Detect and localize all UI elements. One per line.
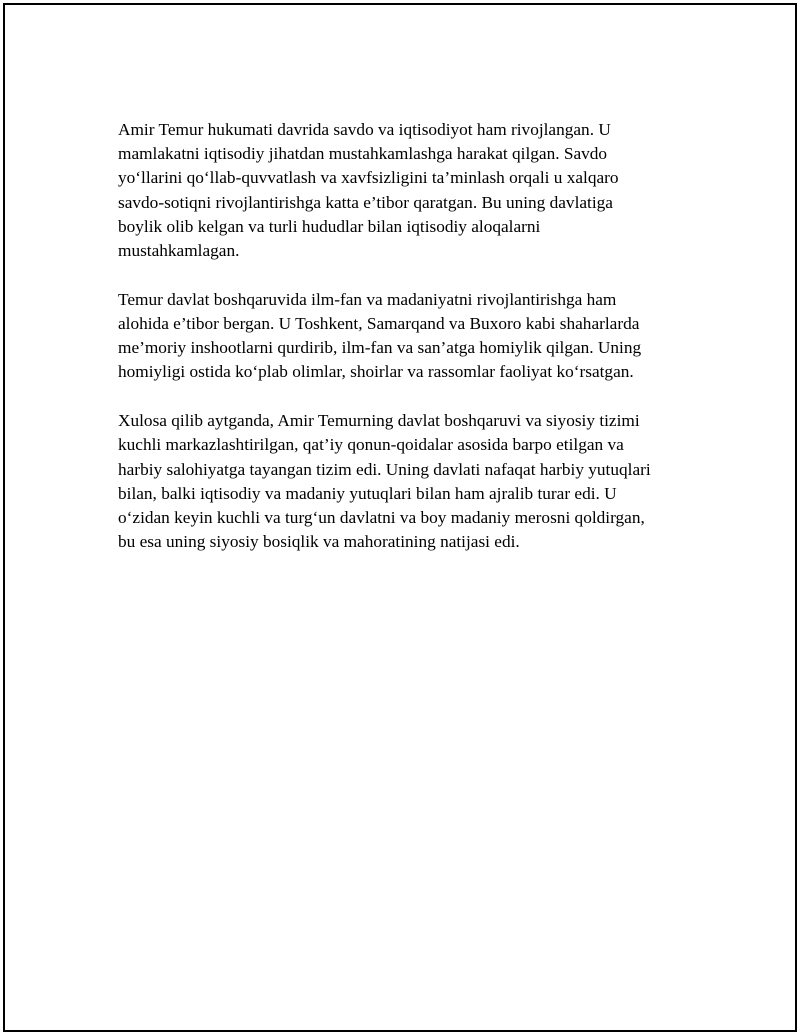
- text-line: mamlakatni iqtisodiy jihatdan mustahkamlashga harakat qilgan. Savdo: [118, 144, 608, 164]
- text-line: o‘zidan keyin kuchli va turg‘un davlatni va boy madaniy merosni qoldirgan,: [118, 508, 645, 528]
- text-line: mustahkamlagan.: [118, 241, 240, 261]
- text-line: bilan, balki iqtisodiy va madaniy yutuqlari bilan ham ajralib turar edi. U: [118, 483, 617, 503]
- text-line: Temur davlat boshqaruvida ilm-fan va madaniyatni rivojlantirishga ham: [118, 289, 617, 309]
- text-line: Amir Temur hukumati davrida savdo va iqtisodiyot ham rivojlangan. U: [118, 120, 611, 139]
- text-line: harbiy salohiyatga tayangan tizim edi. Uning davlati nafaqat harbiy yutuqlari: [118, 459, 651, 479]
- text-line: boylik olib kelgan va turli hududlar bilan iqtisodiy aloqalarni: [118, 216, 541, 236]
- text-line: me’moriy inshootlarni qurdirib, ilm-fan va san’atga homiylik qilgan. Uning: [118, 338, 642, 358]
- text-line: alohida e’tibor bergan. U Toshkent, Samarqand va Buxoro kabi shaharlarda: [118, 314, 640, 334]
- text-line: yo‘llarini qo‘llab-quvvatlash va xavfsizligini ta’minlash orqali u xalqaro: [118, 168, 619, 188]
- document-body: [118, 118, 692, 579]
- text-line: savdo-sotiqni rivojlantirishga katta e’tibor qaratgan. Bu uning davlatiga: [118, 192, 613, 212]
- paragraph-culture: [118, 288, 692, 385]
- text-line: kuchli markazlashtirilgan, qat’iy qonun-qoidalar asosida barpo etilgan va: [118, 435, 624, 455]
- text-line: homiyligi ostida ko‘plab olimlar, shoirlar va rassomlar faoliyat ko‘rsatgan.: [118, 362, 634, 382]
- paragraph-economy: [118, 118, 692, 263]
- text-line: bu esa uning siyosiy bosiqlik va mahoratining natijasi edi.: [118, 532, 520, 552]
- paragraph-conclusion: [118, 409, 692, 554]
- text-line: Xulosa qilib aytganda, Amir Temurning davlat boshqaruvi va siyosiy tizimi: [118, 411, 640, 431]
